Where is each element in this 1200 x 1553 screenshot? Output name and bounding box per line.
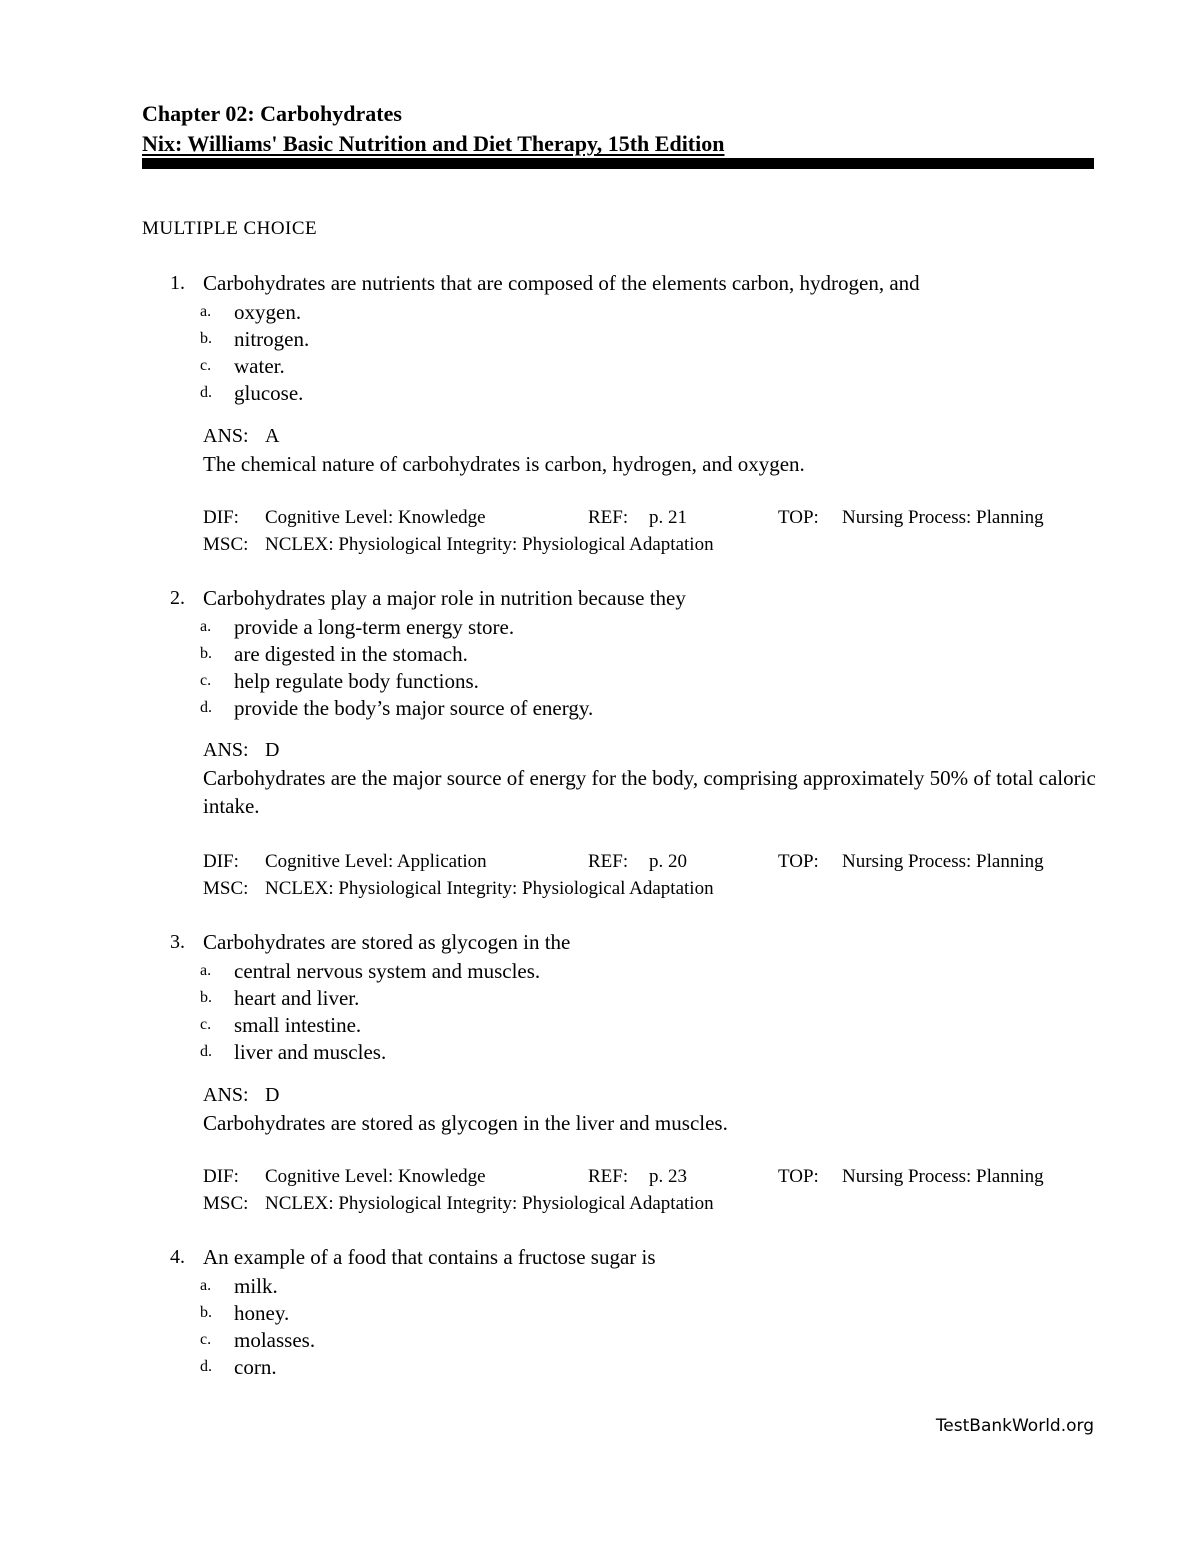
question-stem: Carbohydrates play a major role in nutrition because they <box>203 586 686 610</box>
msc-label: MSC: <box>203 878 249 899</box>
answer-value: A <box>265 425 280 447</box>
answer-label: ANS: <box>203 425 249 447</box>
ref-value: p. 20 <box>649 851 687 872</box>
ref-value: p. 21 <box>649 507 687 528</box>
option-text: central nervous system and muscles. <box>234 959 541 983</box>
option-text: are digested in the stomach. <box>234 642 468 666</box>
option-letter: c. <box>200 672 212 689</box>
option-letter: b. <box>200 1304 212 1321</box>
option-letter: a. <box>200 962 212 979</box>
option-text: glucose. <box>234 381 304 405</box>
rationale: Carbohydrates are stored as glycogen in the liver and muscles. <box>203 1111 728 1135</box>
option-letter: c. <box>200 357 212 374</box>
question-number: 2. <box>170 587 185 609</box>
option-text: molasses. <box>234 1328 316 1352</box>
question-stem: An example of a food that contains a fructose sugar is <box>203 1245 656 1269</box>
msc-value: NCLEX: Physiological Integrity: Physiological Adaptation <box>265 878 714 899</box>
question-number: 1. <box>170 272 185 294</box>
answer-value: D <box>265 1084 280 1106</box>
option-letter: a. <box>200 303 212 320</box>
option-letter: d. <box>200 1043 212 1060</box>
answer-value: D <box>265 739 280 761</box>
option-letter: c. <box>200 1331 212 1348</box>
option-letter: d. <box>200 384 212 401</box>
option-text: provide the body’s major source of energy. <box>234 696 594 720</box>
answer-label: ANS: <box>203 1084 249 1106</box>
ref-label: REF: <box>588 1166 629 1187</box>
dif-label: DIF: <box>203 1166 239 1187</box>
option-text: heart and liver. <box>234 986 360 1010</box>
dif-value: Cognitive Level: Knowledge <box>265 1166 486 1187</box>
ref-value: p. 23 <box>649 1166 687 1187</box>
top-label: TOP: <box>778 1166 819 1187</box>
option-letter: d. <box>200 1358 212 1375</box>
top-label: TOP: <box>778 507 819 528</box>
option-text: nitrogen. <box>234 327 310 351</box>
question-stem: Carbohydrates are nutrients that are composed of the elements carbon, hydrogen, and <box>203 271 920 295</box>
option-letter: b. <box>200 330 212 347</box>
footer-watermark: TestBankWorld.org <box>935 1416 1094 1436</box>
top-label: TOP: <box>778 851 819 872</box>
option-text: honey. <box>234 1301 290 1325</box>
top-value: Nursing Process: Planning <box>842 1166 1044 1187</box>
top-value: Nursing Process: Planning <box>842 507 1044 528</box>
option-text: water. <box>234 354 285 378</box>
top-value: Nursing Process: Planning <box>842 851 1044 872</box>
msc-label: MSC: <box>203 534 249 555</box>
msc-value: NCLEX: Physiological Integrity: Physiological Adaptation <box>265 1193 714 1214</box>
option-text: milk. <box>234 1274 278 1298</box>
dif-label: DIF: <box>203 507 239 528</box>
option-letter: a. <box>200 1277 212 1294</box>
question-stem: Carbohydrates are stored as glycogen in the <box>203 930 571 954</box>
option-text: small intestine. <box>234 1013 362 1037</box>
ref-label: REF: <box>588 507 629 528</box>
msc-label: MSC: <box>203 1193 249 1214</box>
question-number: 4. <box>170 1246 185 1268</box>
option-letter: a. <box>200 618 212 635</box>
answer-line <box>203 422 279 450</box>
answer-label: ANS: <box>203 739 249 761</box>
section-heading: MULTIPLE CHOICE <box>142 218 318 239</box>
msc-value: NCLEX: Physiological Integrity: Physiological Adaptation <box>265 534 714 555</box>
option-text: liver and muscles. <box>234 1040 387 1064</box>
option-text: oxygen. <box>234 300 302 324</box>
option-letter: d. <box>200 699 212 716</box>
rationale: Carbohydrates are the major source of energy for the body, comprising approximately 50% of total caloric intake. <box>203 766 1096 818</box>
dif-value: Cognitive Level: Knowledge <box>265 507 486 528</box>
question-number: 3. <box>170 931 185 953</box>
option-letter: b. <box>200 989 212 1006</box>
dif-label: DIF: <box>203 851 239 872</box>
answer-line <box>203 1081 279 1109</box>
chapter-title: Chapter 02: Carbohydrates <box>142 101 402 126</box>
book-title: Nix: Williams' Basic Nutrition and Diet Therapy, 15th Edition <box>142 131 725 156</box>
option-letter: c. <box>200 1016 212 1033</box>
ref-label: REF: <box>588 851 629 872</box>
option-text: help regulate body functions. <box>234 669 479 693</box>
option-text: provide a long-term energy store. <box>234 615 515 639</box>
answer-line <box>203 736 279 764</box>
dif-value: Cognitive Level: Application <box>265 851 487 872</box>
option-letter: b. <box>200 645 212 662</box>
rationale: The chemical nature of carbohydrates is carbon, hydrogen, and oxygen. <box>203 452 805 476</box>
header-rule <box>142 158 1094 169</box>
option-text: corn. <box>234 1355 277 1379</box>
